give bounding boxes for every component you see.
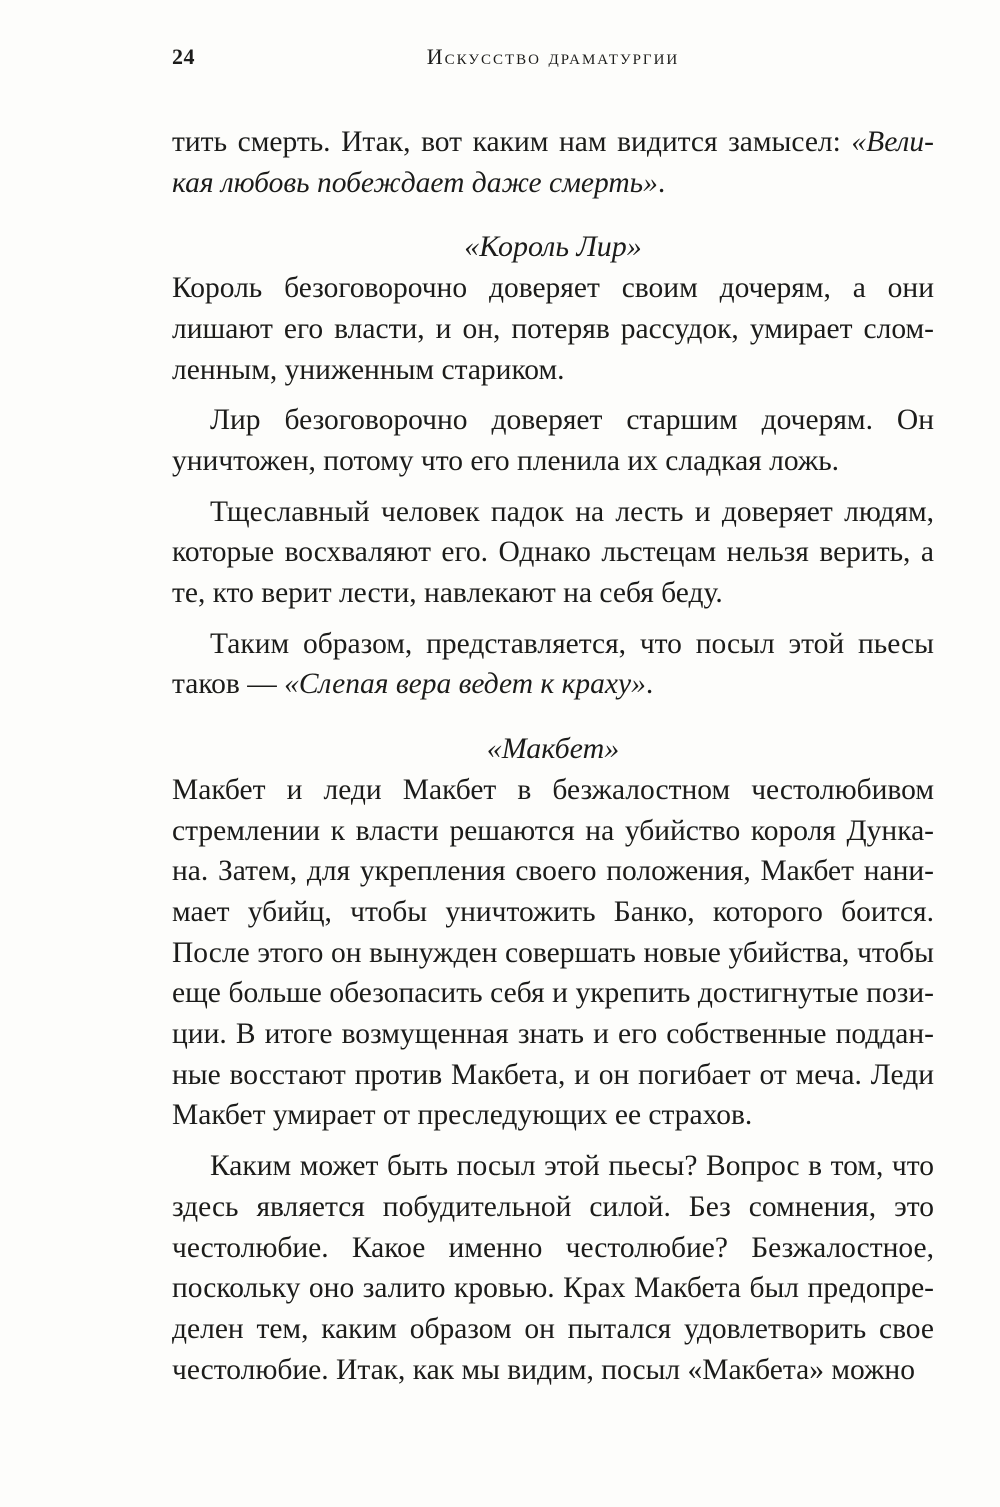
running-title: Искусство драматургии [426,44,680,69]
paragraph-end: . [657,166,666,199]
paragraph-lear-flattery: Тщеславный человек падок на лесть и доверяет людям, которые восхваляют его. Однако льстецам нельзя верить, а те, кто верит лести, навлекают на себя беду. [172,495,934,610]
paragraph-continuation [172,122,934,203]
section-heading-king-lear: «Король Лир» [464,230,642,264]
section-heading-macbeth: «Макбет» [486,732,620,766]
paragraph-macbeth-summary: Макбет и леди Макбет в безжалостном честолюбивом стремлении к власти решаются на убийство короля Дункана. Затем, для укрепления своего положения, Макбет нанимает убийц, чтобы уничтожить Банко, которого боится. После этого он вынужден совершать новые убийства, чтобы еще больше обезопасить себя и укрепить достигнутые позиции. В итоге возмущенная знать и его собственные подданные восстают против Макбета, и он погибает от меча. Леди Макбет умирает от преследующих ее страхов. [172,773,934,1132]
paragraph-lear-summary: Король безоговорочно доверяет своим дочерям, а они лишают его власти, и он, потеряв рассудок, умирает сломленным, униженным стариком. [172,272,934,386]
paragraph-text: Таким образом, представляется, что посыл этой пьесы таков — [172,627,934,701]
page-number: 24 [172,44,195,69]
paragraph-end: . [645,668,654,701]
paragraph-lear-message [172,624,934,705]
idea-quote: «Великая любовь побеждает даже смерть» [172,126,934,199]
paragraph-lear-premise: Лир безоговорочно доверяет старшим дочерям. Он уничтожен, потому что его пленила их сладкая ложь. [172,404,934,477]
page-body [172,122,934,1390]
paragraph-text: тить смерть. Итак, вот каким нам видится замысел: [172,126,852,158]
paragraph-macbeth-message: Каким может быть посыл этой пьесы? Вопрос в том, что здесь является побудительной силой. Без сомнения, это честолюбие. Какое именно честолюбие? Безжалостное, поскольку оно залито кровью. Крах Макбета был предопределен тем, каким образом он пытался удовлетворить свое честолюбие. Итак, как мы видим, посыл «Макбета» можно [172,1150,934,1386]
idea-quote: «Слепая вера ведет к краху» [284,668,646,701]
running-head [172,44,934,76]
